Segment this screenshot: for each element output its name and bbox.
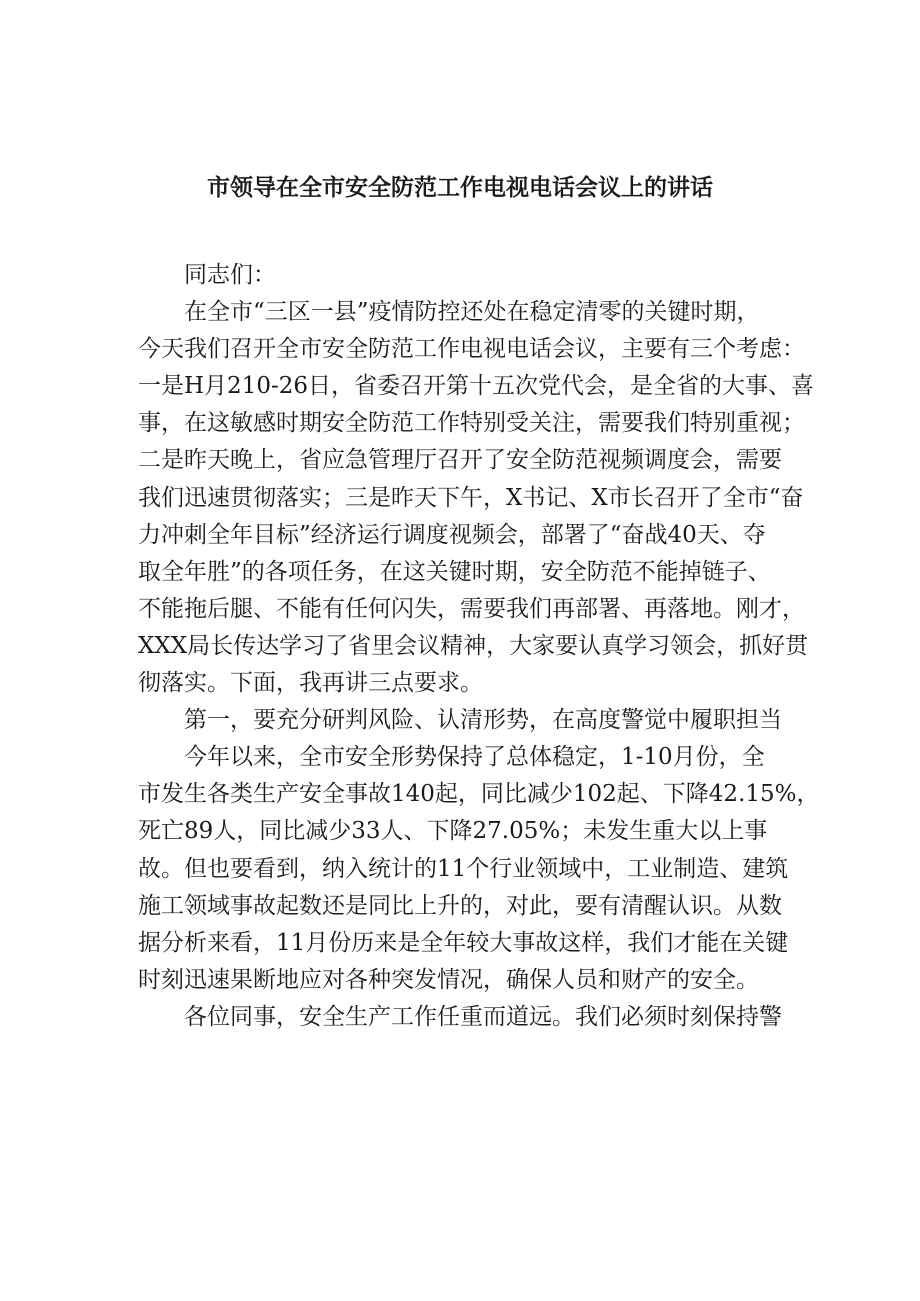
paragraph-line: 死亡89人，同比减少33人、下降27.05%；未发生重大以上事: [138, 818, 768, 845]
paragraph-line: 各位同事，安全生产工作任重而道远。我们必须时刻保持警: [184, 1003, 782, 1030]
paragraph-line: 事，在这敏感时期安全防范工作特别受关注，需要我们特别重视；: [138, 410, 805, 437]
document-body: [138, 257, 820, 1036]
paragraph-line: 我们迅速贯彻落实；三是昨天下午，X书记、X市长召开了全市“奋: [138, 484, 804, 511]
paragraph-line: 今年以来，全市安全形势保持了总体稳定，1-10月份，全: [184, 744, 765, 771]
paragraph-line: 取全年胜”的各项任务，在这关键时期，安全防范不能掉链子、: [138, 558, 771, 585]
salutation: 同志们：: [184, 262, 276, 288]
paragraph-line: 不能拖后腿、不能有任何闪失，需要我们再部署、再落地。刚才，: [138, 595, 805, 622]
paragraph-line: 二是昨天晚上，省应急管理厅召开了安全防范视频调度会，需要: [138, 447, 782, 474]
paragraph-line: 一是H月210-26日，省委召开第十五次党代会，是全省的大事、喜: [138, 373, 814, 400]
paragraph-line: 施工领域事故起数还是同比上升的，对此，要有清醒认识。从数: [138, 892, 782, 919]
paragraph-line: 时刻迅速果断地应对各种突发情况，确保人员和财产的安全。: [138, 966, 759, 993]
paragraph-line: 故。但也要看到，纳入统计的11个行业领域中，工业制造、建筑: [138, 855, 789, 882]
document-title: 市领导在全市安全防范工作电视电话会议上的讲话: [207, 175, 713, 201]
paragraph-line: 彻落实。下面，我再讲三点要求。: [138, 670, 483, 697]
paragraph-line: 市发生各类生产安全事故140起，同比减少102起、下降42.15%，: [138, 781, 820, 808]
paragraph-line: 在全市“三区一县”疫情防控还处在稳定清零的关键时期，: [184, 299, 760, 326]
paragraph-line: 据分析来看，11月份历来是全年较大事故这样，我们才能在关键: [138, 929, 789, 956]
paragraph-line: XXX局长传达学习了省里会议精神，大家要认真学习领会，抓好贯: [138, 632, 809, 659]
section-heading: 第一，要充分研判风险、认清形势，在高度警觉中履职担当: [184, 707, 782, 734]
paragraph-line: 今天我们召开全市安全防范工作电视电话会议，主要有三个考虑：: [138, 336, 805, 363]
paragraph-line: 力冲刺全年目标”经济运行调度视频会，部署了“奋战40天、夺: [138, 521, 766, 548]
